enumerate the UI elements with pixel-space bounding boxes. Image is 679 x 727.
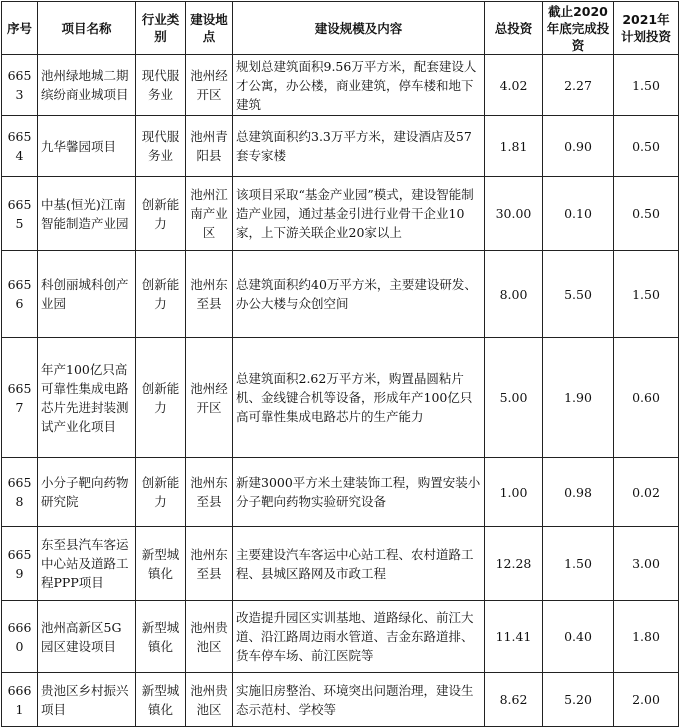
cell-plan-investment: 1.80 <box>614 601 679 673</box>
cell-completed-investment: 0.40 <box>543 601 614 673</box>
table-row <box>2 338 679 458</box>
cell-category: 新型城镇化 <box>136 673 186 727</box>
cell-plan-investment: 2.00 <box>614 673 679 727</box>
cell-no: 6655 <box>2 177 38 251</box>
cell-content: 规划总建筑面积9.56万平方米，配套建设人才公寓，办公楼，商业建筑，停车楼和地下建筑 <box>233 55 485 116</box>
cell-plan-investment: 0.60 <box>614 338 679 458</box>
cell-category: 新型城镇化 <box>136 601 186 673</box>
cell-content: 总建筑面积约3.3万平方米，建设酒店及57套专家楼 <box>233 116 485 177</box>
header-completed-investment: 截止2020年底完成投资 <box>543 2 614 55</box>
header-location: 建设地点 <box>186 2 233 55</box>
cell-category: 现代服务业 <box>136 116 186 177</box>
table-row <box>2 177 679 251</box>
cell-total-investment: 5.00 <box>485 338 543 458</box>
cell-project-name: 科创丽城科创产业园 <box>38 251 136 338</box>
cell-content: 改造提升园区实训基地、道路绿化、前江大道、沿江路周边雨水管道、吉金东路道排、货车停车场、前江医院等 <box>233 601 485 673</box>
cell-no: 6654 <box>2 116 38 177</box>
investment-project-table <box>1 1 679 727</box>
cell-project-name: 小分子靶向药物研究院 <box>38 458 136 527</box>
cell-content: 该项目采取“基金产业园”模式，建设智能制造产业园，通过基金引进行业骨干企业10家，上下游关联企业20家以上 <box>233 177 485 251</box>
cell-category: 创新能力 <box>136 458 186 527</box>
cell-total-investment: 1.81 <box>485 116 543 177</box>
cell-no: 6660 <box>2 601 38 673</box>
cell-completed-investment: 5.50 <box>543 251 614 338</box>
table-row <box>2 673 679 727</box>
cell-no: 6653 <box>2 55 38 116</box>
header-no: 序号 <box>2 2 38 55</box>
cell-completed-investment: 1.50 <box>543 527 614 601</box>
cell-project-name: 中基(恒光)江南智能制造产业园 <box>38 177 136 251</box>
cell-no: 6658 <box>2 458 38 527</box>
cell-content: 新建3000平方米土建装饰工程，购置安装小分子靶向药物实验研究设备 <box>233 458 485 527</box>
cell-category: 创新能力 <box>136 251 186 338</box>
cell-no: 6659 <box>2 527 38 601</box>
cell-total-investment: 30.00 <box>485 177 543 251</box>
cell-completed-investment: 5.20 <box>543 673 614 727</box>
table-row <box>2 601 679 673</box>
cell-total-investment: 12.28 <box>485 527 543 601</box>
cell-completed-investment: 0.98 <box>543 458 614 527</box>
header-total-investment: 总投资 <box>485 2 543 55</box>
cell-location: 池州经开区 <box>186 55 233 116</box>
cell-category: 现代服务业 <box>136 55 186 116</box>
cell-no: 6657 <box>2 338 38 458</box>
cell-plan-investment: 1.50 <box>614 55 679 116</box>
cell-total-investment: 4.02 <box>485 55 543 116</box>
cell-total-investment: 8.00 <box>485 251 543 338</box>
cell-location: 池州东至县 <box>186 458 233 527</box>
header-content: 建设规模及内容 <box>233 2 485 55</box>
cell-total-investment: 11.41 <box>485 601 543 673</box>
header-row <box>2 2 679 55</box>
cell-location: 池州贵池区 <box>186 601 233 673</box>
cell-plan-investment: 0.50 <box>614 177 679 251</box>
cell-no: 6656 <box>2 251 38 338</box>
cell-location: 池州经开区 <box>186 338 233 458</box>
cell-completed-investment: 0.10 <box>543 177 614 251</box>
table-row <box>2 116 679 177</box>
cell-completed-investment: 2.27 <box>543 55 614 116</box>
cell-category: 创新能力 <box>136 338 186 458</box>
cell-content: 实施旧房整治、环境突出问题治理，建设生态示范村、学校等 <box>233 673 485 727</box>
table-row <box>2 55 679 116</box>
cell-category: 创新能力 <box>136 177 186 251</box>
cell-content: 主要建设汽车客运中心站工程、农村道路工程、县城区路网及市政工程 <box>233 527 485 601</box>
cell-project-name: 贵池区乡村振兴项目 <box>38 673 136 727</box>
cell-location: 池州青阳县 <box>186 116 233 177</box>
table-row <box>2 251 679 338</box>
table-body <box>2 55 679 727</box>
cell-content: 总建筑面积2.62万平方米，购置晶圆粘片机、金线键合机等设备，形成年产100亿只高可靠性集成电路芯片的生产能力 <box>233 338 485 458</box>
cell-plan-investment: 3.00 <box>614 527 679 601</box>
cell-plan-investment: 1.50 <box>614 251 679 338</box>
header-category: 行业类别 <box>136 2 186 55</box>
header-project-name: 项目名称 <box>38 2 136 55</box>
cell-completed-investment: 1.90 <box>543 338 614 458</box>
cell-category: 新型城镇化 <box>136 527 186 601</box>
cell-plan-investment: 0.50 <box>614 116 679 177</box>
cell-total-investment: 1.00 <box>485 458 543 527</box>
cell-location: 池州江南产业区 <box>186 177 233 251</box>
cell-project-name: 池州绿地城二期缤纷商业城项目 <box>38 55 136 116</box>
cell-plan-investment: 0.02 <box>614 458 679 527</box>
cell-location: 池州东至县 <box>186 527 233 601</box>
cell-project-name: 东至县汽车客运中心站及道路工程PPP项目 <box>38 527 136 601</box>
cell-location: 池州东至县 <box>186 251 233 338</box>
cell-project-name: 九华馨园项目 <box>38 116 136 177</box>
cell-content: 总建筑面积约40万平方米，主要建设研发、办公大楼与众创空间 <box>233 251 485 338</box>
cell-no: 6661 <box>2 673 38 727</box>
table-row <box>2 527 679 601</box>
table-row <box>2 458 679 527</box>
cell-project-name: 年产100亿只高可靠性集成电路芯片先进封装测试产业化项目 <box>38 338 136 458</box>
cell-completed-investment: 0.90 <box>543 116 614 177</box>
cell-total-investment: 8.62 <box>485 673 543 727</box>
header-plan-investment: 2021年计划投资 <box>614 2 679 55</box>
cell-location: 池州贵池区 <box>186 673 233 727</box>
cell-project-name: 池州高新区5G园区建设项目 <box>38 601 136 673</box>
